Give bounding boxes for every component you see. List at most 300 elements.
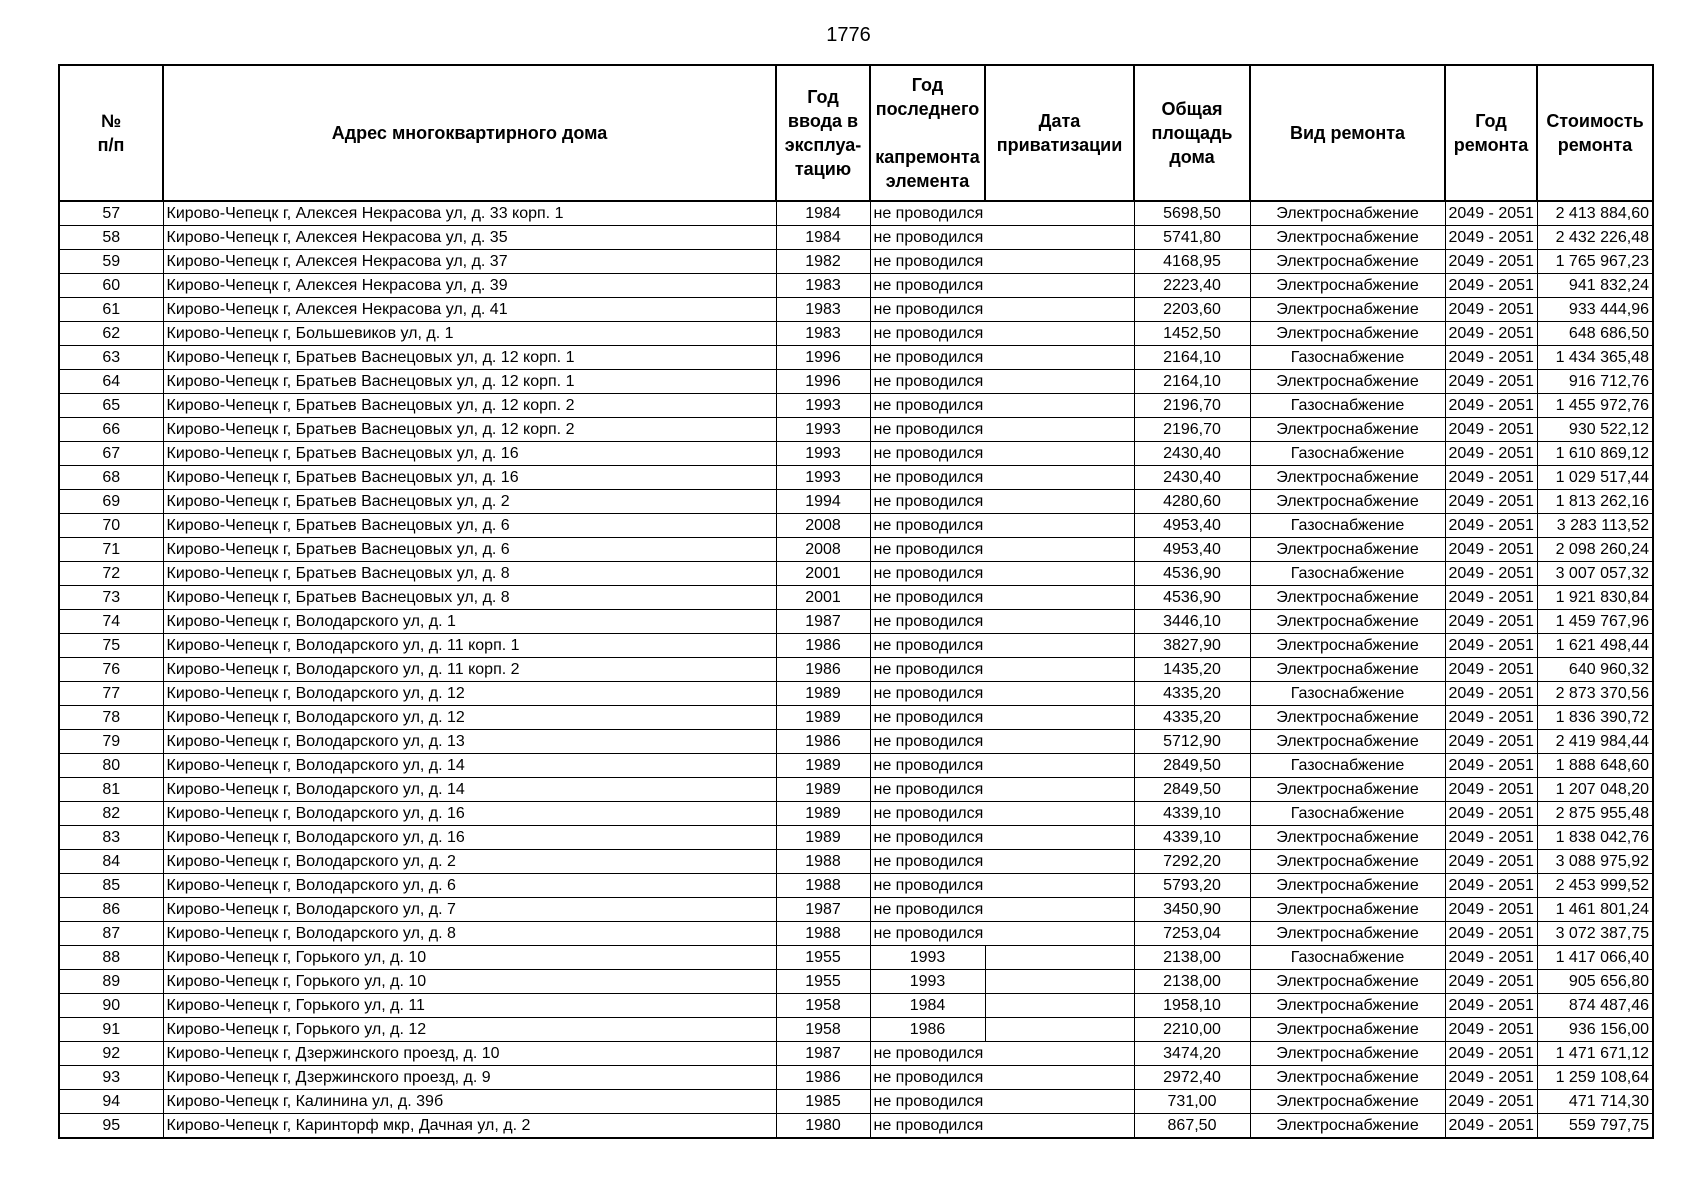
row-repair-type: Электроснабжение (1250, 586, 1445, 610)
row-area: 2210,00 (1134, 1018, 1250, 1042)
row-number: 90 (59, 994, 163, 1018)
row-last-repair: не проводился (870, 682, 985, 706)
row-address: Кирово-Чепецк г, Братьев Васнецовых ул, д. 12 корп. 2 (163, 418, 776, 442)
table-row (59, 898, 1653, 922)
row-last-repair: не проводился (870, 778, 985, 802)
header-area: Общая площадь дома (1134, 65, 1250, 201)
row-privatization (985, 562, 1134, 586)
row-cost: 2 873 370,56 (1537, 682, 1653, 706)
row-repair-type: Газоснабжение (1250, 562, 1445, 586)
row-repair-year: 2049 - 2051 (1445, 1090, 1537, 1114)
row-area: 4335,20 (1134, 706, 1250, 730)
row-year-built: 1986 (776, 634, 870, 658)
row-number: 87 (59, 922, 163, 946)
row-year-built: 1986 (776, 1066, 870, 1090)
row-area: 2164,10 (1134, 346, 1250, 370)
row-area: 2138,00 (1134, 970, 1250, 994)
row-last-repair: не проводился (870, 754, 985, 778)
table-row (59, 442, 1653, 466)
row-area: 4339,10 (1134, 826, 1250, 850)
row-privatization (985, 370, 1134, 394)
row-cost: 1 888 648,60 (1537, 754, 1653, 778)
row-repair-year: 2049 - 2051 (1445, 802, 1537, 826)
row-cost: 1 765 967,23 (1537, 250, 1653, 274)
row-area: 3827,90 (1134, 634, 1250, 658)
table-row (59, 1114, 1653, 1139)
row-repair-year: 2049 - 2051 (1445, 394, 1537, 418)
row-cost: 1 207 048,20 (1537, 778, 1653, 802)
row-last-repair: не проводился (870, 634, 985, 658)
row-repair-type: Электроснабжение (1250, 826, 1445, 850)
row-number: 81 (59, 778, 163, 802)
header-num: № п/п (59, 65, 163, 201)
table-header-row (59, 65, 1653, 201)
row-year-built: 2001 (776, 586, 870, 610)
row-repair-year: 2049 - 2051 (1445, 898, 1537, 922)
row-cost: 1 836 390,72 (1537, 706, 1653, 730)
row-number: 74 (59, 610, 163, 634)
row-year-built: 1980 (776, 1114, 870, 1139)
row-area: 867,50 (1134, 1114, 1250, 1139)
row-repair-year: 2049 - 2051 (1445, 850, 1537, 874)
row-privatization (985, 322, 1134, 346)
row-repair-type: Газоснабжение (1250, 346, 1445, 370)
row-address: Кирово-Чепецк г, Горького ул, д. 10 (163, 946, 776, 970)
row-address: Кирово-Чепецк г, Калинина ул, д. 39б (163, 1090, 776, 1114)
row-repair-type: Электроснабжение (1250, 466, 1445, 490)
row-number: 83 (59, 826, 163, 850)
row-privatization (985, 778, 1134, 802)
row-number: 63 (59, 346, 163, 370)
row-privatization (985, 994, 1134, 1018)
row-repair-year: 2049 - 2051 (1445, 610, 1537, 634)
header-address: Адрес многоквартирного дома (163, 65, 776, 201)
table-row (59, 706, 1653, 730)
row-cost: 1 417 066,40 (1537, 946, 1653, 970)
row-repair-type: Электроснабжение (1250, 874, 1445, 898)
row-privatization (985, 274, 1134, 298)
row-address: Кирово-Чепецк г, Горького ул, д. 12 (163, 1018, 776, 1042)
row-repair-type: Электроснабжение (1250, 250, 1445, 274)
row-privatization (985, 201, 1134, 226)
row-address: Кирово-Чепецк г, Володарского ул, д. 14 (163, 778, 776, 802)
row-area: 5793,20 (1134, 874, 1250, 898)
row-repair-year: 2049 - 2051 (1445, 442, 1537, 466)
row-year-built: 1993 (776, 418, 870, 442)
table-row (59, 562, 1653, 586)
row-repair-year: 2049 - 2051 (1445, 994, 1537, 1018)
row-year-built: 2008 (776, 514, 870, 538)
row-area: 5741,80 (1134, 226, 1250, 250)
row-last-repair: не проводился (870, 490, 985, 514)
table-row (59, 1042, 1653, 1066)
table-body (59, 201, 1653, 1138)
row-last-repair: не проводился (870, 466, 985, 490)
row-repair-year: 2049 - 2051 (1445, 730, 1537, 754)
row-area: 3450,90 (1134, 898, 1250, 922)
row-cost: 640 960,32 (1537, 658, 1653, 682)
row-cost: 1 434 365,48 (1537, 346, 1653, 370)
table-row (59, 922, 1653, 946)
row-repair-type: Электроснабжение (1250, 538, 1445, 562)
row-repair-type: Электроснабжение (1250, 201, 1445, 226)
row-repair-year: 2049 - 2051 (1445, 874, 1537, 898)
row-repair-year: 2049 - 2051 (1445, 346, 1537, 370)
row-year-built: 1989 (776, 778, 870, 802)
table-row (59, 682, 1653, 706)
row-area: 7253,04 (1134, 922, 1250, 946)
row-last-repair: не проводился (870, 658, 985, 682)
row-number: 84 (59, 850, 163, 874)
row-year-built: 1989 (776, 826, 870, 850)
row-cost: 1 813 262,16 (1537, 490, 1653, 514)
row-repair-year: 2049 - 2051 (1445, 754, 1537, 778)
row-last-repair: не проводился (870, 610, 985, 634)
row-repair-year: 2049 - 2051 (1445, 970, 1537, 994)
row-area: 4280,60 (1134, 490, 1250, 514)
row-cost: 1 838 042,76 (1537, 826, 1653, 850)
row-number: 64 (59, 370, 163, 394)
row-last-repair: не проводился (870, 346, 985, 370)
row-privatization (985, 610, 1134, 634)
row-number: 80 (59, 754, 163, 778)
row-address: Кирово-Чепецк г, Дзержинского проезд, д. 9 (163, 1066, 776, 1090)
row-year-built: 1993 (776, 394, 870, 418)
row-address: Кирово-Чепецк г, Володарского ул, д. 13 (163, 730, 776, 754)
row-cost: 1 621 498,44 (1537, 634, 1653, 658)
row-year-built: 1993 (776, 442, 870, 466)
row-address: Кирово-Чепецк г, Алексея Некрасова ул, д. 37 (163, 250, 776, 274)
row-address: Кирово-Чепецк г, Володарского ул, д. 16 (163, 802, 776, 826)
row-repair-year: 2049 - 2051 (1445, 490, 1537, 514)
row-number: 58 (59, 226, 163, 250)
row-number: 68 (59, 466, 163, 490)
row-repair-type: Электроснабжение (1250, 1090, 1445, 1114)
row-privatization (985, 634, 1134, 658)
row-cost: 930 522,12 (1537, 418, 1653, 442)
row-last-repair: не проводился (870, 1042, 985, 1066)
row-area: 5698,50 (1134, 201, 1250, 226)
row-address: Кирово-Чепецк г, Братьев Васнецовых ул, д. 6 (163, 538, 776, 562)
row-area: 4339,10 (1134, 802, 1250, 826)
row-address: Кирово-Чепецк г, Володарского ул, д. 14 (163, 754, 776, 778)
row-privatization (985, 1114, 1134, 1139)
row-privatization (985, 1018, 1134, 1042)
row-cost: 2 432 226,48 (1537, 226, 1653, 250)
row-repair-year: 2049 - 2051 (1445, 226, 1537, 250)
row-address: Кирово-Чепецк г, Каринторф мкр, Дачная ул, д. 2 (163, 1114, 776, 1139)
row-repair-type: Электроснабжение (1250, 970, 1445, 994)
table-row (59, 754, 1653, 778)
row-privatization (985, 658, 1134, 682)
row-repair-type: Электроснабжение (1250, 322, 1445, 346)
row-number: 94 (59, 1090, 163, 1114)
row-last-repair: 1993 (870, 970, 985, 994)
row-cost: 1 471 671,12 (1537, 1042, 1653, 1066)
row-repair-type: Электроснабжение (1250, 994, 1445, 1018)
table-row (59, 874, 1653, 898)
row-last-repair: не проводился (870, 706, 985, 730)
row-repair-type: Электроснабжение (1250, 778, 1445, 802)
row-area: 731,00 (1134, 1090, 1250, 1114)
row-privatization (985, 514, 1134, 538)
row-area: 3474,20 (1134, 1042, 1250, 1066)
table-row (59, 201, 1653, 226)
row-repair-year: 2049 - 2051 (1445, 1042, 1537, 1066)
row-repair-type: Электроснабжение (1250, 1114, 1445, 1139)
row-area: 2164,10 (1134, 370, 1250, 394)
row-area: 4953,40 (1134, 514, 1250, 538)
row-year-built: 1983 (776, 298, 870, 322)
row-address: Кирово-Чепецк г, Большевиков ул, д. 1 (163, 322, 776, 346)
row-repair-year: 2049 - 2051 (1445, 201, 1537, 226)
row-last-repair: не проводился (870, 442, 985, 466)
table-row (59, 466, 1653, 490)
row-repair-type: Газоснабжение (1250, 754, 1445, 778)
row-number: 59 (59, 250, 163, 274)
row-area: 4335,20 (1134, 682, 1250, 706)
row-repair-year: 2049 - 2051 (1445, 778, 1537, 802)
row-address: Кирово-Чепецк г, Дзержинского проезд, д. 10 (163, 1042, 776, 1066)
row-number: 77 (59, 682, 163, 706)
row-cost: 559 797,75 (1537, 1114, 1653, 1139)
row-privatization (985, 898, 1134, 922)
table-row (59, 346, 1653, 370)
row-last-repair: не проводился (870, 538, 985, 562)
row-number: 70 (59, 514, 163, 538)
row-privatization (985, 1066, 1134, 1090)
table-row (59, 994, 1653, 1018)
row-last-repair: не проводился (870, 201, 985, 226)
row-repair-year: 2049 - 2051 (1445, 274, 1537, 298)
row-repair-year: 2049 - 2051 (1445, 586, 1537, 610)
row-cost: 1 921 830,84 (1537, 586, 1653, 610)
table-row (59, 778, 1653, 802)
row-repair-type: Электроснабжение (1250, 226, 1445, 250)
row-last-repair: не проводился (870, 274, 985, 298)
row-year-built: 1988 (776, 850, 870, 874)
row-privatization (985, 538, 1134, 562)
row-number: 79 (59, 730, 163, 754)
row-address: Кирово-Чепецк г, Братьев Васнецовых ул, д. 6 (163, 514, 776, 538)
row-repair-type: Электроснабжение (1250, 1042, 1445, 1066)
row-privatization (985, 490, 1134, 514)
row-repair-year: 2049 - 2051 (1445, 298, 1537, 322)
page-number: 1776 (826, 24, 871, 46)
row-privatization (985, 298, 1134, 322)
row-repair-type: Электроснабжение (1250, 490, 1445, 514)
row-number: 93 (59, 1066, 163, 1090)
row-repair-year: 2049 - 2051 (1445, 1114, 1537, 1139)
row-privatization (985, 586, 1134, 610)
row-repair-type: Газоснабжение (1250, 802, 1445, 826)
header-cost: Стоимость ремонта (1537, 65, 1653, 201)
row-year-built: 1982 (776, 250, 870, 274)
row-area: 2430,40 (1134, 466, 1250, 490)
row-cost: 916 712,76 (1537, 370, 1653, 394)
row-repair-year: 2049 - 2051 (1445, 250, 1537, 274)
row-year-built: 1955 (776, 946, 870, 970)
row-privatization (985, 850, 1134, 874)
row-cost: 2 413 884,60 (1537, 201, 1653, 226)
row-number: 89 (59, 970, 163, 994)
row-cost: 874 487,46 (1537, 994, 1653, 1018)
row-last-repair: 1993 (870, 946, 985, 970)
row-repair-year: 2049 - 2051 (1445, 922, 1537, 946)
row-area: 2223,40 (1134, 274, 1250, 298)
row-repair-type: Электроснабжение (1250, 370, 1445, 394)
table-row (59, 610, 1653, 634)
row-repair-type: Электроснабжение (1250, 850, 1445, 874)
row-year-built: 1984 (776, 226, 870, 250)
row-repair-type: Электроснабжение (1250, 898, 1445, 922)
row-repair-year: 2049 - 2051 (1445, 946, 1537, 970)
row-privatization (985, 466, 1134, 490)
row-address: Кирово-Чепецк г, Алексея Некрасова ул, д. 33 корп. 1 (163, 201, 776, 226)
header-year-built: Год ввода в эксплуа- тацию (776, 65, 870, 201)
row-area: 3446,10 (1134, 610, 1250, 634)
table-row (59, 826, 1653, 850)
row-repair-type: Электроснабжение (1250, 610, 1445, 634)
row-area: 2203,60 (1134, 298, 1250, 322)
row-cost: 1 259 108,64 (1537, 1066, 1653, 1090)
row-privatization (985, 250, 1134, 274)
row-number: 57 (59, 201, 163, 226)
table-row (59, 658, 1653, 682)
row-cost: 1 455 972,76 (1537, 394, 1653, 418)
row-number: 60 (59, 274, 163, 298)
row-repair-year: 2049 - 2051 (1445, 322, 1537, 346)
header-repair-year: Год ремонта (1445, 65, 1537, 201)
row-privatization (985, 442, 1134, 466)
row-privatization (985, 826, 1134, 850)
row-number: 92 (59, 1042, 163, 1066)
row-repair-type: Электроснабжение (1250, 706, 1445, 730)
table-row (59, 226, 1653, 250)
row-number: 69 (59, 490, 163, 514)
row-last-repair: не проводился (870, 562, 985, 586)
table-row (59, 586, 1653, 610)
row-repair-type: Электроснабжение (1250, 418, 1445, 442)
row-cost: 933 444,96 (1537, 298, 1653, 322)
table-row (59, 634, 1653, 658)
row-number: 88 (59, 946, 163, 970)
row-number: 75 (59, 634, 163, 658)
row-cost: 1 459 767,96 (1537, 610, 1653, 634)
row-repair-year: 2049 - 2051 (1445, 658, 1537, 682)
row-privatization (985, 730, 1134, 754)
row-area: 1958,10 (1134, 994, 1250, 1018)
row-privatization (985, 1042, 1134, 1066)
row-repair-year: 2049 - 2051 (1445, 562, 1537, 586)
row-last-repair: не проводился (870, 874, 985, 898)
row-repair-year: 2049 - 2051 (1445, 466, 1537, 490)
row-address: Кирово-Чепецк г, Братьев Васнецовых ул, д. 12 корп. 2 (163, 394, 776, 418)
row-address: Кирово-Чепецк г, Володарского ул, д. 7 (163, 898, 776, 922)
row-last-repair: не проводился (870, 730, 985, 754)
row-cost: 1 029 517,44 (1537, 466, 1653, 490)
row-repair-year: 2049 - 2051 (1445, 706, 1537, 730)
row-last-repair: не проводился (870, 898, 985, 922)
row-last-repair: не проводился (870, 1066, 985, 1090)
table-row (59, 1018, 1653, 1042)
row-area: 2196,70 (1134, 394, 1250, 418)
row-address: Кирово-Чепецк г, Володарского ул, д. 2 (163, 850, 776, 874)
row-address: Кирово-Чепецк г, Горького ул, д. 10 (163, 970, 776, 994)
row-year-built: 1983 (776, 322, 870, 346)
table-row (59, 802, 1653, 826)
row-repair-type: Электроснабжение (1250, 1018, 1445, 1042)
row-privatization (985, 802, 1134, 826)
table-row (59, 1090, 1653, 1114)
row-year-built: 1986 (776, 658, 870, 682)
row-repair-type: Электроснабжение (1250, 658, 1445, 682)
row-repair-type: Газоснабжение (1250, 514, 1445, 538)
row-area: 2430,40 (1134, 442, 1250, 466)
row-number: 85 (59, 874, 163, 898)
row-cost: 2 419 984,44 (1537, 730, 1653, 754)
table-row (59, 490, 1653, 514)
row-last-repair: не проводился (870, 1114, 985, 1139)
row-repair-type: Электроснабжение (1250, 274, 1445, 298)
row-address: Кирово-Чепецк г, Володарского ул, д. 1 (163, 610, 776, 634)
row-year-built: 1993 (776, 466, 870, 490)
row-number: 66 (59, 418, 163, 442)
row-address: Кирово-Чепецк г, Алексея Некрасова ул, д. 39 (163, 274, 776, 298)
row-address: Кирово-Чепецк г, Братьев Васнецовых ул, д. 16 (163, 442, 776, 466)
row-year-built: 1996 (776, 346, 870, 370)
row-cost: 1 610 869,12 (1537, 442, 1653, 466)
row-cost: 1 461 801,24 (1537, 898, 1653, 922)
row-repair-year: 2049 - 2051 (1445, 370, 1537, 394)
row-address: Кирово-Чепецк г, Алексея Некрасова ул, д. 41 (163, 298, 776, 322)
row-last-repair: 1986 (870, 1018, 985, 1042)
row-cost: 648 686,50 (1537, 322, 1653, 346)
table-row (59, 850, 1653, 874)
table-row (59, 538, 1653, 562)
row-repair-year: 2049 - 2051 (1445, 682, 1537, 706)
table-row (59, 514, 1653, 538)
row-repair-type: Электроснабжение (1250, 922, 1445, 946)
row-last-repair: не проводился (870, 394, 985, 418)
row-year-built: 1989 (776, 802, 870, 826)
repair-register-table (58, 64, 1654, 1139)
row-address: Кирово-Чепецк г, Братьев Васнецовых ул, д. 2 (163, 490, 776, 514)
row-number: 65 (59, 394, 163, 418)
table-row (59, 274, 1653, 298)
row-address: Кирово-Чепецк г, Володарского ул, д. 6 (163, 874, 776, 898)
row-address: Кирово-Чепецк г, Володарского ул, д. 12 (163, 682, 776, 706)
row-last-repair: не проводился (870, 802, 985, 826)
row-year-built: 1988 (776, 874, 870, 898)
row-number: 73 (59, 586, 163, 610)
header-repair-type: Вид ремонта (1250, 65, 1445, 201)
row-address: Кирово-Чепецк г, Братьев Васнецовых ул, д. 8 (163, 586, 776, 610)
row-cost: 3 283 113,52 (1537, 514, 1653, 538)
row-cost: 3 072 387,75 (1537, 922, 1653, 946)
row-cost: 905 656,80 (1537, 970, 1653, 994)
row-number: 82 (59, 802, 163, 826)
row-cost: 2 875 955,48 (1537, 802, 1653, 826)
row-privatization (985, 418, 1134, 442)
row-area: 4953,40 (1134, 538, 1250, 562)
table-row (59, 322, 1653, 346)
row-number: 71 (59, 538, 163, 562)
row-last-repair: не проводился (870, 418, 985, 442)
row-year-built: 2008 (776, 538, 870, 562)
row-last-repair: не проводился (870, 1090, 985, 1114)
row-address: Кирово-Чепецк г, Володарского ул, д. 11 корп. 2 (163, 658, 776, 682)
